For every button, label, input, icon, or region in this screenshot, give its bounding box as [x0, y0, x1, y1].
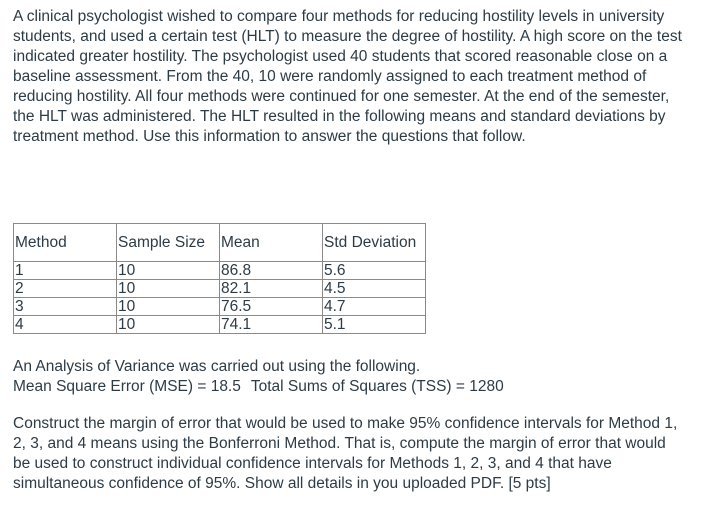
cell-std-deviation: 5.6 [323, 262, 426, 280]
cell-sample-size: 10 [117, 298, 220, 316]
cell-std-deviation: 4.5 [323, 280, 426, 298]
cell-method: 2 [14, 280, 117, 298]
cell-method: 4 [14, 316, 117, 334]
tss-value: Total Sums of Squares (TSS) = 1280 [250, 378, 504, 395]
table-row [14, 316, 426, 334]
table-row [14, 298, 426, 316]
cell-mean: 76.5 [220, 298, 323, 316]
cell-std-deviation: 4.7 [323, 298, 426, 316]
cell-sample-size: 10 [117, 316, 220, 334]
cell-method: 1 [14, 262, 117, 280]
mse-value: Mean Square Error (MSE) = 18.5 [13, 378, 241, 395]
cell-sample-size: 10 [117, 280, 220, 298]
header-mean: Mean [220, 224, 323, 262]
header-sample-size: Sample Size [117, 224, 220, 262]
cell-std-deviation: 5.1 [323, 316, 426, 334]
anova-intro-line: An Analysis of Variance was carried out using the following. [13, 358, 421, 375]
question-text: Construct the margin of error that would be used to make 95% confidence intervals for Method 1, 2, 3, and 4 means using the Bonferroni Method. That is, compute the margin of error that would be used to construct individual confidence intervals for Methods 1, 2, 3, and 4 that have simultaneous confidence of 95%. Show all details in you uploaded PDF. [5 pts] [13, 415, 678, 492]
cell-method: 3 [14, 298, 117, 316]
cell-mean: 74.1 [220, 316, 323, 334]
method-statistics-table [13, 223, 426, 334]
header-std-deviation: Std Deviation [323, 224, 426, 262]
cell-mean: 82.1 [220, 280, 323, 298]
problem-intro-text: A clinical psychologist wished to compare four methods for reducing hostility levels in university students, and used a certain test (HLT) to measure the degree of hostility. A high score on the test indicated greater hostility. The psychologist used 40 students that scored reasonable close on a baseline assessment. From the 40, 10 were randomly assigned to each treatment method of reducing hostility. All four methods were continued for one semester. At the end of the semester, the HLT was administered. The HLT resulted in the following means and standard deviations by treatment method. Use this information to answer the questions that follow. [13, 8, 682, 145]
cell-sample-size: 10 [117, 262, 220, 280]
table-header-row [14, 224, 426, 262]
cell-mean: 86.8 [220, 262, 323, 280]
anova-summary [13, 357, 504, 397]
header-method: Method [14, 224, 117, 262]
table-row [14, 262, 426, 280]
table-row [14, 280, 426, 298]
